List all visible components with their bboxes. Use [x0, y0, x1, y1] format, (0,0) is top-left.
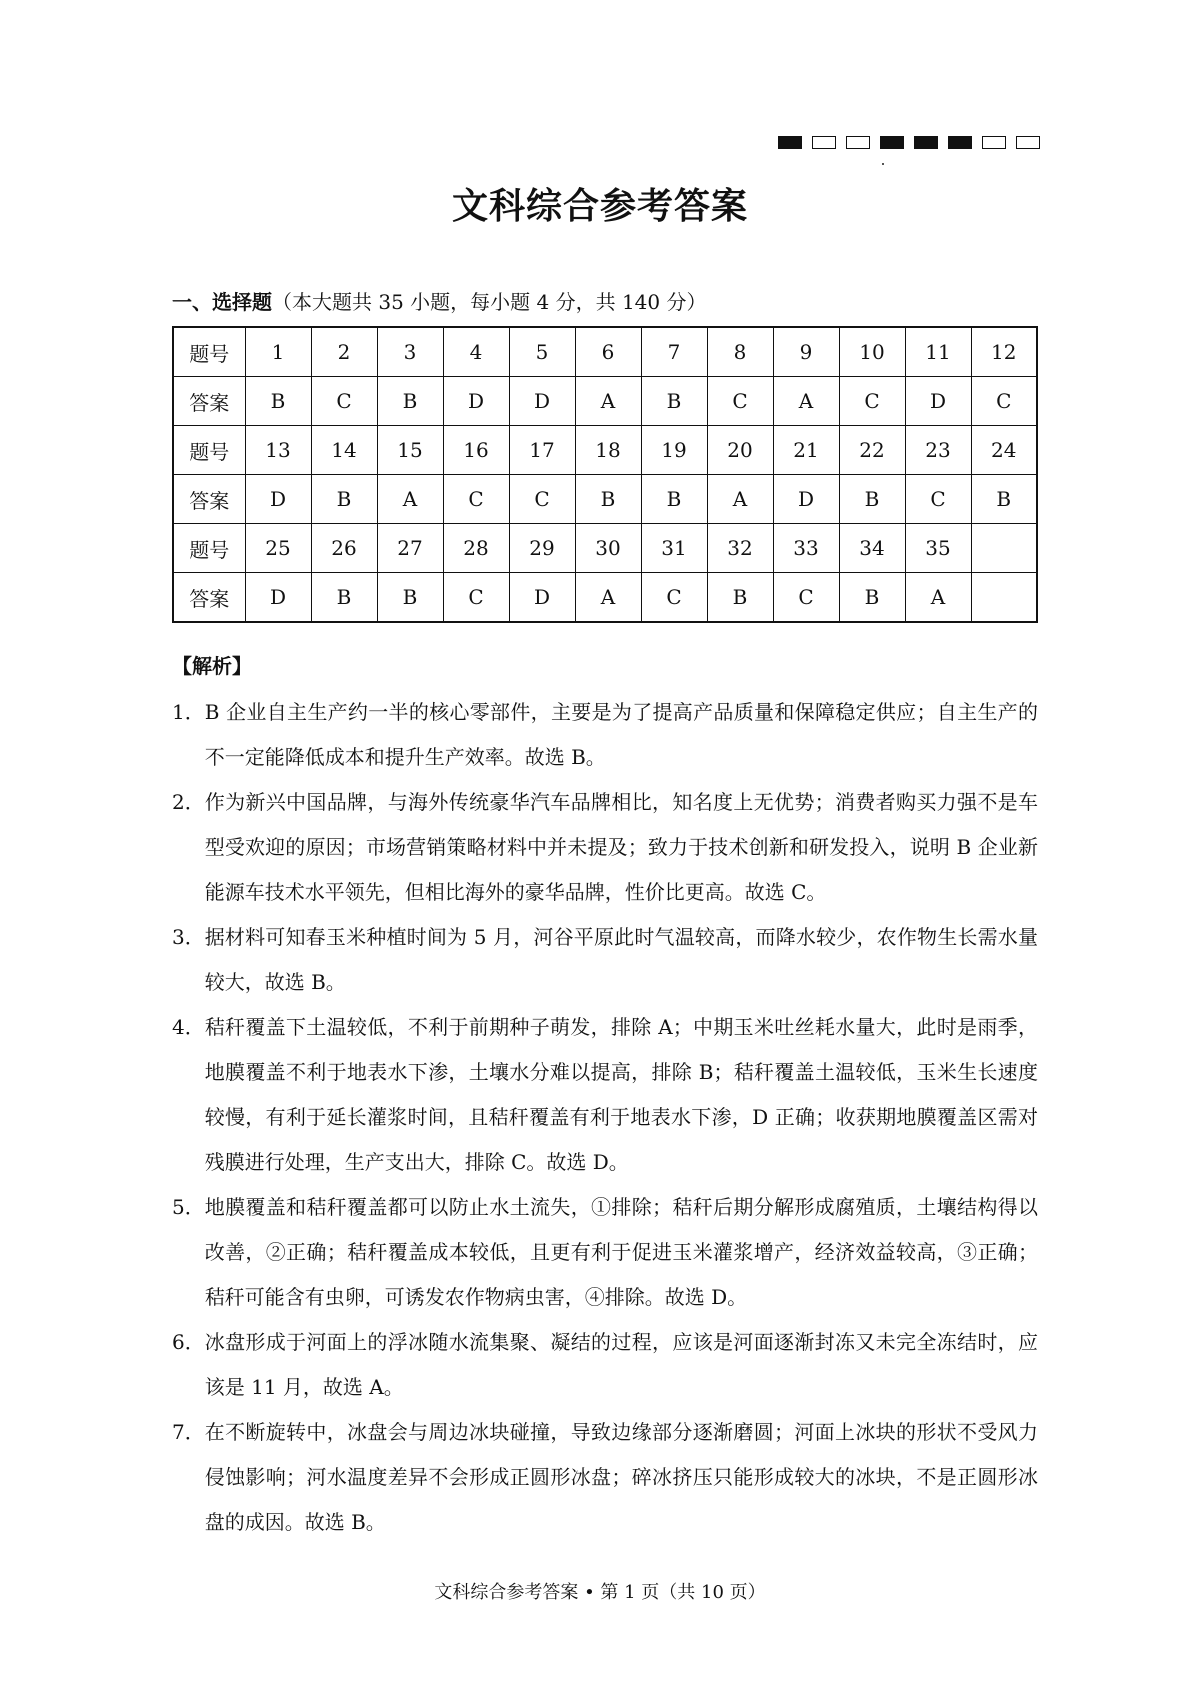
answer-cell: D — [509, 377, 575, 426]
table-row — [173, 327, 1037, 377]
question-number: 1 — [245, 327, 311, 377]
item-text: B 企业自主生产约一半的核心零部件，主要是为了提高产品质量和保障稳定供应；自主生产的不一定能降低成本和提升生产效率。故选 B。 — [204, 700, 1038, 769]
analysis-list — [172, 690, 1038, 1545]
answer-cell: A — [377, 475, 443, 524]
answer-cell: D — [443, 377, 509, 426]
filled-square-mark — [880, 136, 904, 149]
answer-cell: B — [641, 475, 707, 524]
item-text: 秸秆覆盖下土温较低，不利于前期种子萌发，排除 A；中期玉米吐丝耗水量大，此时是雨季，地膜覆盖不利于地表水下渗，土壤水分难以提高，排除 B；秸秆覆盖土温较低，玉米生长速度较慢，有利于延长灌浆时间，且秸秆覆盖有利于地表水下渗，D 正确；收获期地膜覆盖区需对残膜进行处理，生产支出大，排除 C。故选 D。 — [204, 1015, 1038, 1174]
page-footer: 文科综合参考答案 • 第 1 页（共 10 页） — [434, 1582, 766, 1603]
answer-cell: B — [311, 475, 377, 524]
empty-square-mark — [812, 136, 836, 149]
item-number: 7． — [172, 1420, 205, 1444]
item-text: 在不断旋转中，冰盘会与周边冰块碰撞，导致边缘部分逐渐磨圆；河面上冰块的形状不受风力侵蚀影响；河水温度差异不会形成正圆形冰盘；碎冰挤压只能形成较大的冰块，不是正圆形冰盘的成因。故选 B。 — [204, 1420, 1038, 1534]
answer-cell: D — [773, 475, 839, 524]
question-number: 23 — [905, 426, 971, 475]
question-number: 25 — [245, 524, 311, 573]
analysis-item — [172, 780, 1038, 915]
answer-cell: B — [377, 573, 443, 623]
question-number: 20 — [707, 426, 773, 475]
empty-square-mark — [846, 136, 870, 149]
question-number: 9 — [773, 327, 839, 377]
question-number: 19 — [641, 426, 707, 475]
answer-cell: B — [971, 475, 1037, 524]
answer-cell: C — [443, 573, 509, 623]
answer-cell: B — [575, 475, 641, 524]
answer-cell: B — [707, 573, 773, 623]
item-text: 地膜覆盖和秸秆覆盖都可以防止水土流失，①排除；秸秆后期分解形成腐殖质，土壤结构得以改善，②正确；秸秆覆盖成本较低，且更有利于促进玉米灌浆增产，经济效益较高，③正确；秸秆可能含有虫卵，可诱发农作物病虫害，④排除。故选 D。 — [204, 1195, 1038, 1309]
answer-cell: D — [245, 573, 311, 623]
analysis-item — [172, 1185, 1038, 1320]
answer-cell: B — [311, 573, 377, 623]
table-row — [173, 524, 1037, 573]
question-number: 8 — [707, 327, 773, 377]
question-number: 6 — [575, 327, 641, 377]
question-number: 5 — [509, 327, 575, 377]
analysis-item — [172, 915, 1038, 1005]
item-text: 冰盘形成于河面上的浮冰随水流集聚、凝结的过程，应该是河面逐渐封冻又未完全冻结时，应该是 11 月，故选 A。 — [204, 1330, 1038, 1399]
row-label: 答案 — [173, 377, 245, 426]
question-number: 18 — [575, 426, 641, 475]
question-number: 22 — [839, 426, 905, 475]
item-number: 1． — [172, 700, 205, 724]
item-number: 2． — [172, 790, 205, 814]
row-label: 题号 — [173, 426, 245, 475]
answer-cell: A — [707, 475, 773, 524]
header-marks — [778, 136, 1040, 149]
table-row — [173, 573, 1037, 623]
question-number: 14 — [311, 426, 377, 475]
question-number: 33 — [773, 524, 839, 573]
answer-cell: C — [443, 475, 509, 524]
question-number: 3 — [377, 327, 443, 377]
answer-cell: A — [773, 377, 839, 426]
answer-cell: D — [245, 475, 311, 524]
question-number — [971, 524, 1037, 573]
question-number: 27 — [377, 524, 443, 573]
question-number: 17 — [509, 426, 575, 475]
row-label: 题号 — [173, 524, 245, 573]
item-number: 3． — [172, 925, 205, 949]
table-row — [173, 426, 1037, 475]
analysis-item — [172, 1005, 1038, 1185]
question-number: 28 — [443, 524, 509, 573]
question-number: 4 — [443, 327, 509, 377]
answer-cell: B — [839, 475, 905, 524]
filled-square-mark — [948, 136, 972, 149]
answer-cell: C — [311, 377, 377, 426]
answer-cell: A — [905, 573, 971, 623]
item-number: 5． — [172, 1195, 205, 1219]
row-label: 答案 — [173, 475, 245, 524]
row-label: 题号 — [173, 327, 245, 377]
answer-cell: B — [245, 377, 311, 426]
answer-cell: D — [509, 573, 575, 623]
answer-cell: C — [509, 475, 575, 524]
answer-cell: C — [905, 475, 971, 524]
question-number: 31 — [641, 524, 707, 573]
question-number: 21 — [773, 426, 839, 475]
analysis-item — [172, 1320, 1038, 1410]
question-number: 15 — [377, 426, 443, 475]
section-note: （本大题共 35 小题，每小题 4 分，共 140 分） — [272, 290, 707, 314]
question-number: 16 — [443, 426, 509, 475]
answer-cell: B — [377, 377, 443, 426]
answer-cell: B — [641, 377, 707, 426]
answer-cell: B — [839, 573, 905, 623]
question-number: 24 — [971, 426, 1037, 475]
analysis-item — [172, 690, 1038, 780]
row-label: 答案 — [173, 573, 245, 623]
question-number: 11 — [905, 327, 971, 377]
filled-square-mark — [914, 136, 938, 149]
table-row — [173, 475, 1037, 524]
question-number: 10 — [839, 327, 905, 377]
item-text: 据材料可知春玉米种植时间为 5 月，河谷平原此时气温较高，而降水较少，农作物生长需水量较大，故选 B。 — [204, 925, 1038, 994]
item-number: 4． — [172, 1015, 205, 1039]
answer-cell: C — [773, 573, 839, 623]
question-number: 2 — [311, 327, 377, 377]
section-heading — [172, 286, 707, 315]
answer-cell: C — [839, 377, 905, 426]
question-number: 12 — [971, 327, 1037, 377]
empty-square-mark — [1016, 136, 1040, 149]
answer-cell: C — [641, 573, 707, 623]
answer-cell: D — [905, 377, 971, 426]
question-number: 26 — [311, 524, 377, 573]
dot-mark — [882, 163, 884, 165]
section-label: 一、选择题 — [172, 290, 272, 314]
analysis-heading: 【解析】 — [172, 654, 252, 678]
answer-cell: C — [707, 377, 773, 426]
question-number: 35 — [905, 524, 971, 573]
question-number: 30 — [575, 524, 641, 573]
answer-table — [172, 326, 1038, 623]
answer-cell — [971, 573, 1037, 623]
question-number: 13 — [245, 426, 311, 475]
answer-cell: C — [971, 377, 1037, 426]
table-row — [173, 377, 1037, 426]
item-number: 6． — [172, 1330, 205, 1354]
page-title: 文科综合参考答案 — [451, 186, 748, 227]
answer-cell: A — [575, 573, 641, 623]
answer-cell: A — [575, 377, 641, 426]
empty-square-mark — [982, 136, 1006, 149]
filled-square-mark — [778, 136, 802, 149]
analysis-item — [172, 1410, 1038, 1545]
question-number: 29 — [509, 524, 575, 573]
question-number: 34 — [839, 524, 905, 573]
question-number: 7 — [641, 327, 707, 377]
question-number: 32 — [707, 524, 773, 573]
item-text: 作为新兴中国品牌，与海外传统豪华汽车品牌相比，知名度上无优势；消费者购买力强不是车型受欢迎的原因；市场营销策略材料中并未提及；致力于技术创新和研发投入，说明 B 企业新能源车技术水平领先，但相比海外的豪华品牌，性价比更高。故选 C。 — [204, 790, 1038, 904]
